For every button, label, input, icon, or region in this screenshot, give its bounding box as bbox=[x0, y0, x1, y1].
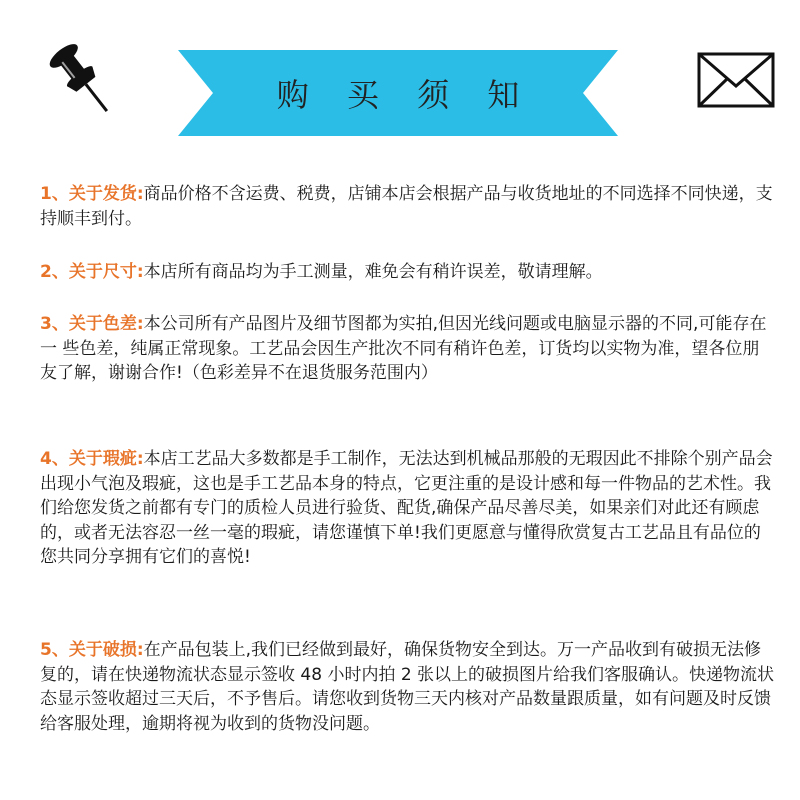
envelope-icon bbox=[697, 52, 775, 108]
notice-flaws bbox=[40, 447, 775, 570]
notice-body: 商品价格不含运费、税费，店铺本店会根据产品与收货地址的不同选择不同快递，支持顺丰到付。 bbox=[40, 184, 773, 229]
notice-color-difference bbox=[40, 312, 775, 386]
notice-number: 2、 bbox=[40, 262, 69, 282]
notice-heading: 关于色差: bbox=[68, 314, 144, 334]
notice-body: 在产品包装上,我们已经做到最好，确保货物安全到达。万一产品收到有破损无法修复的，请在快递物流状态显示签收 48 小时内拍 2 张以上的破损图片给我们客服确认。快递物流状态显示签收超过三天后，不予售后。请您收到货物三天内核对产品数量跟质量，如有问题及时反馈给客服处理，逾期将视为收到的货物没问题。 bbox=[40, 640, 775, 734]
notice-number: 3、 bbox=[40, 314, 69, 334]
notice-damage bbox=[40, 638, 775, 736]
notice-heading: 关于尺寸: bbox=[68, 262, 144, 282]
notice-body: 本店所有商品均为手工测量，难免会有稍许误差，敬请理解。 bbox=[143, 262, 603, 282]
notice-heading: 关于发货: bbox=[68, 184, 144, 204]
header bbox=[0, 0, 800, 150]
page-title: 购 买 须 知 bbox=[276, 76, 534, 114]
title-banner bbox=[178, 38, 618, 148]
notice-heading: 关于破损: bbox=[68, 640, 144, 660]
notice-number: 1、 bbox=[40, 184, 69, 204]
notice-body: 本店工艺品大多数都是手工制作，无法达到机械品那般的无瑕因此不排除个别产品会出现小气泡及瑕疵，这也是手工艺品本身的特点，它更注重的是设计感和每一件物品的艺术性。我们给您发货之前都有专门的质检人员进行验货、配货,确保产品尽善尽美，如果亲们对此还有顾虑的，或者无法容忍一丝一毫的瑕疵，请您谨慎下单!我们更愿意与懂得欣赏复古工艺品且有品位的您共同分享拥有它们的喜悦! bbox=[40, 449, 773, 567]
notice-size bbox=[40, 260, 775, 285]
notice-number: 4、 bbox=[40, 449, 69, 469]
notice-body: 本公司所有产品图片及细节图都为实拍,但因光线问题或电脑显示器的不同,可能存在一 些色差，纯属正常现象。工艺品会因生产批次不同有稍许色差，订货均以实物为准，望各位朋友了解，谢谢合作!（色彩差异不在退货服务范围内） bbox=[40, 314, 767, 383]
notice-heading: 关于瑕疵: bbox=[68, 449, 144, 469]
notice-shipping bbox=[40, 182, 775, 231]
notice-number: 5、 bbox=[40, 640, 69, 660]
pushpin-icon bbox=[44, 36, 118, 120]
